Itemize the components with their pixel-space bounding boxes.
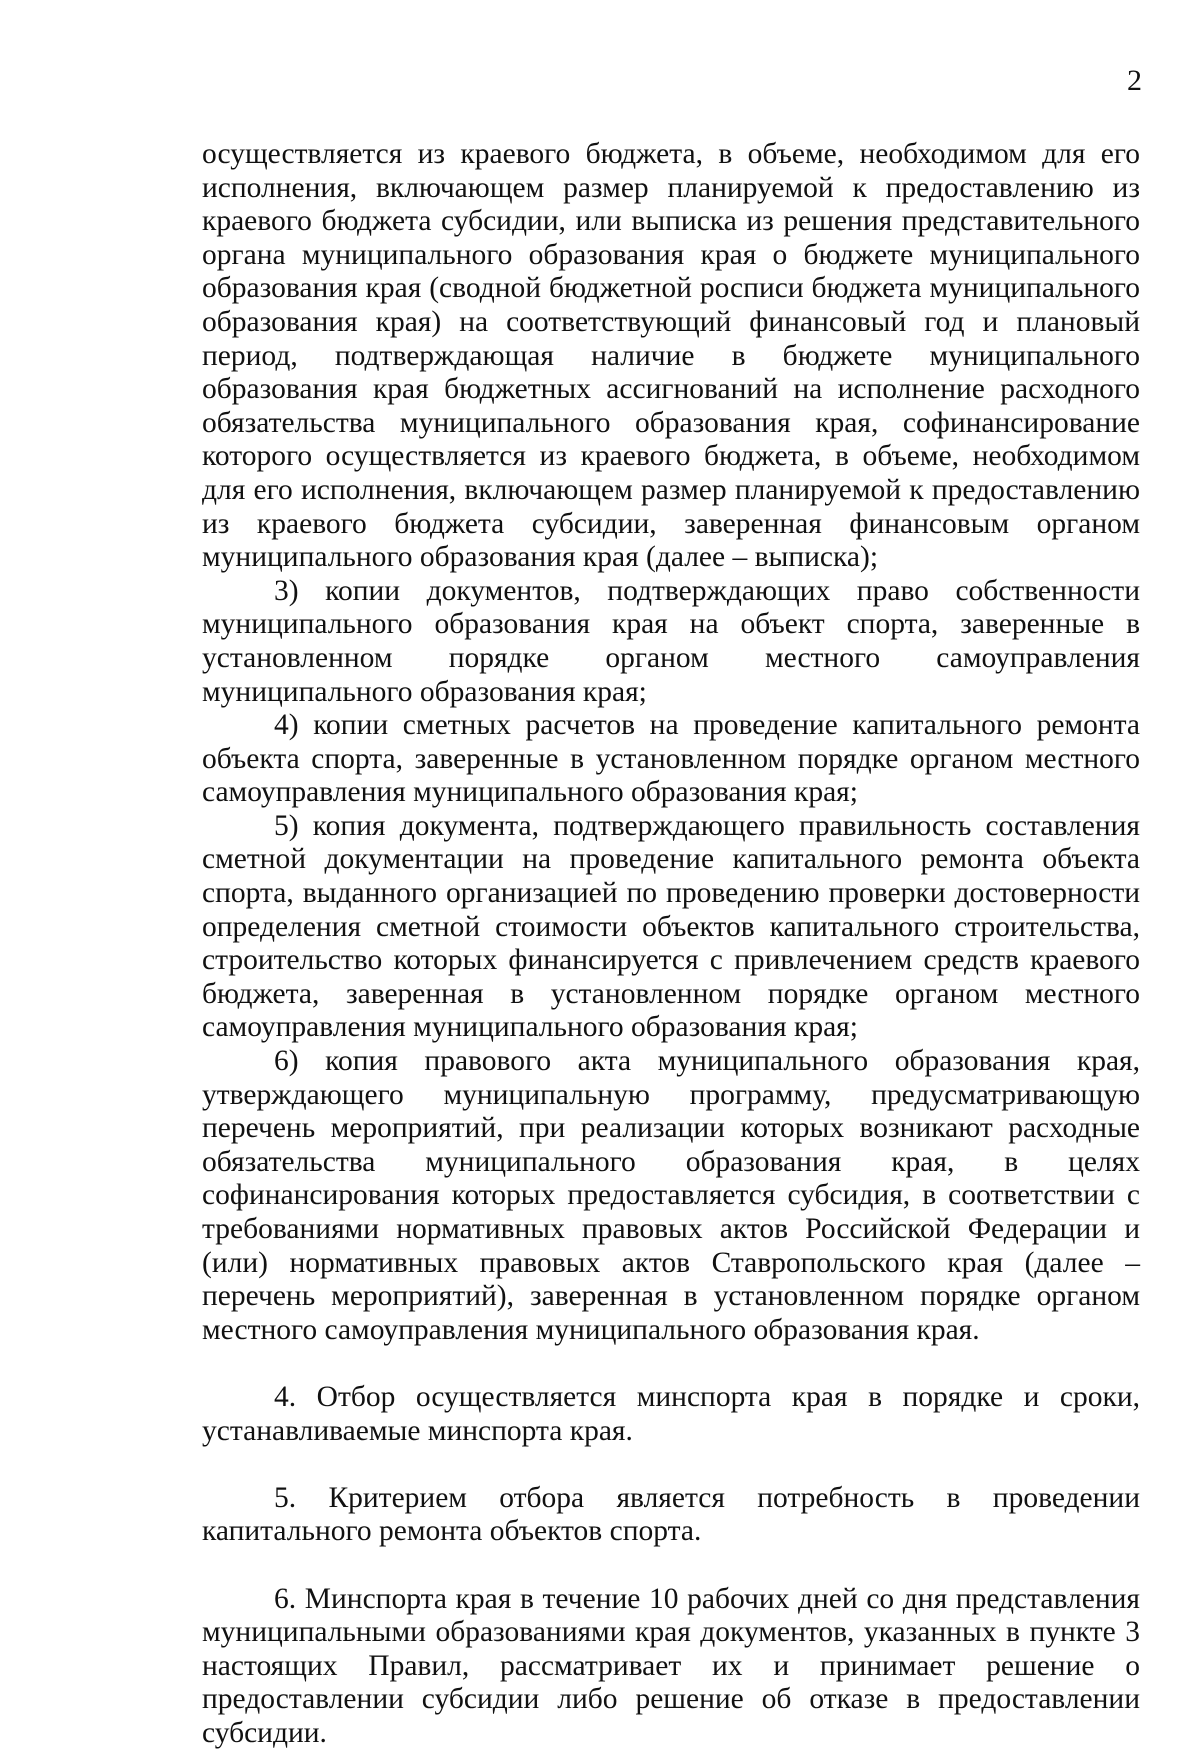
document-body: [202, 138, 1140, 1751]
paragraph-item-3: 3) копии документов, подтверждающих право собственности муниципального образования края на объект спорта, заверенные в установленном порядке органом местного самоуправления муниципального образования края;: [202, 574, 1140, 708]
paragraph-section-6: 6. Минспорта края в течение 10 рабочих дней со дня представления муниципальными образованиями края документов, указанных в пункте 3 настоящих Правил, рассматривает их и принимает решение о предоставлении субсидии либо решение об отказе в предоставлении субсидии.: [202, 1582, 1140, 1749]
paragraph-item-4: 4) копии сметных расчетов на проведение капитального ремонта объекта спорта, заверенные в установленном порядке органом местного самоуправления муниципального образования края;: [202, 709, 1140, 809]
paragraph-continuation: осуществляется из краевого бюджета, в объеме, необходимом для его исполнения, включающем размер планируемой к предоставлению из краевого бюджета субсидии, или выписка из решения представительного органа муниципального образования края о бюджете муниципального образования края (сводной бюджетной росписи бюджета муниципального образования края) на соответствующий финансовый год и плановый период, подтверждающая наличие в бюджете муниципального образования края бюджетных ассигнований на исполнение расходного обязательства муниципального образования края, софинансирование которого осуществляется из краевого бюджета, в объеме, необходимом для его исполнения, включающем размер планируемой к предоставлению из краевого бюджета субсидии, заверенная финансовым органом муниципального образования края (далее – выписка);: [202, 138, 1140, 574]
paragraph-section-4: 4. Отбор осуществляется минспорта края в порядке и сроки, устанавливаемые минспорта края.: [202, 1380, 1140, 1447]
paragraph-section-5: 5. Критерием отбора является потребность в проведении капитального ремонта объектов спорта.: [202, 1481, 1140, 1548]
page-number: 2: [1127, 64, 1142, 97]
paragraph-item-5: 5) копия документа, подтверждающего правильность составления сметной документации на проведение капитального ремонта объекта спорта, выданного организацией по проведению проверки достоверности определения сметной стоимости объектов капитального строительства, строительство которых финансируется с привлечением средств краевого бюджета, заверенная в установленном порядке органом местного самоуправления муниципального образования края;: [202, 809, 1140, 1044]
paragraph-item-6: 6) копия правового акта муниципального образования края, утверждающего муниципальную программу, предусматривающую перечень мероприятий, при реализации которых возникают расходные обязательства муниципального образования края, в целях софинансирования которых предоставляется субсидия, в соответствии с требованиями нормативных правовых актов Российской Федерации и (или) нормативных правовых актов Ставропольского края (далее – перечень мероприятий), заверенная в установленном порядке органом местного самоуправления муниципального образования края.: [202, 1045, 1140, 1346]
